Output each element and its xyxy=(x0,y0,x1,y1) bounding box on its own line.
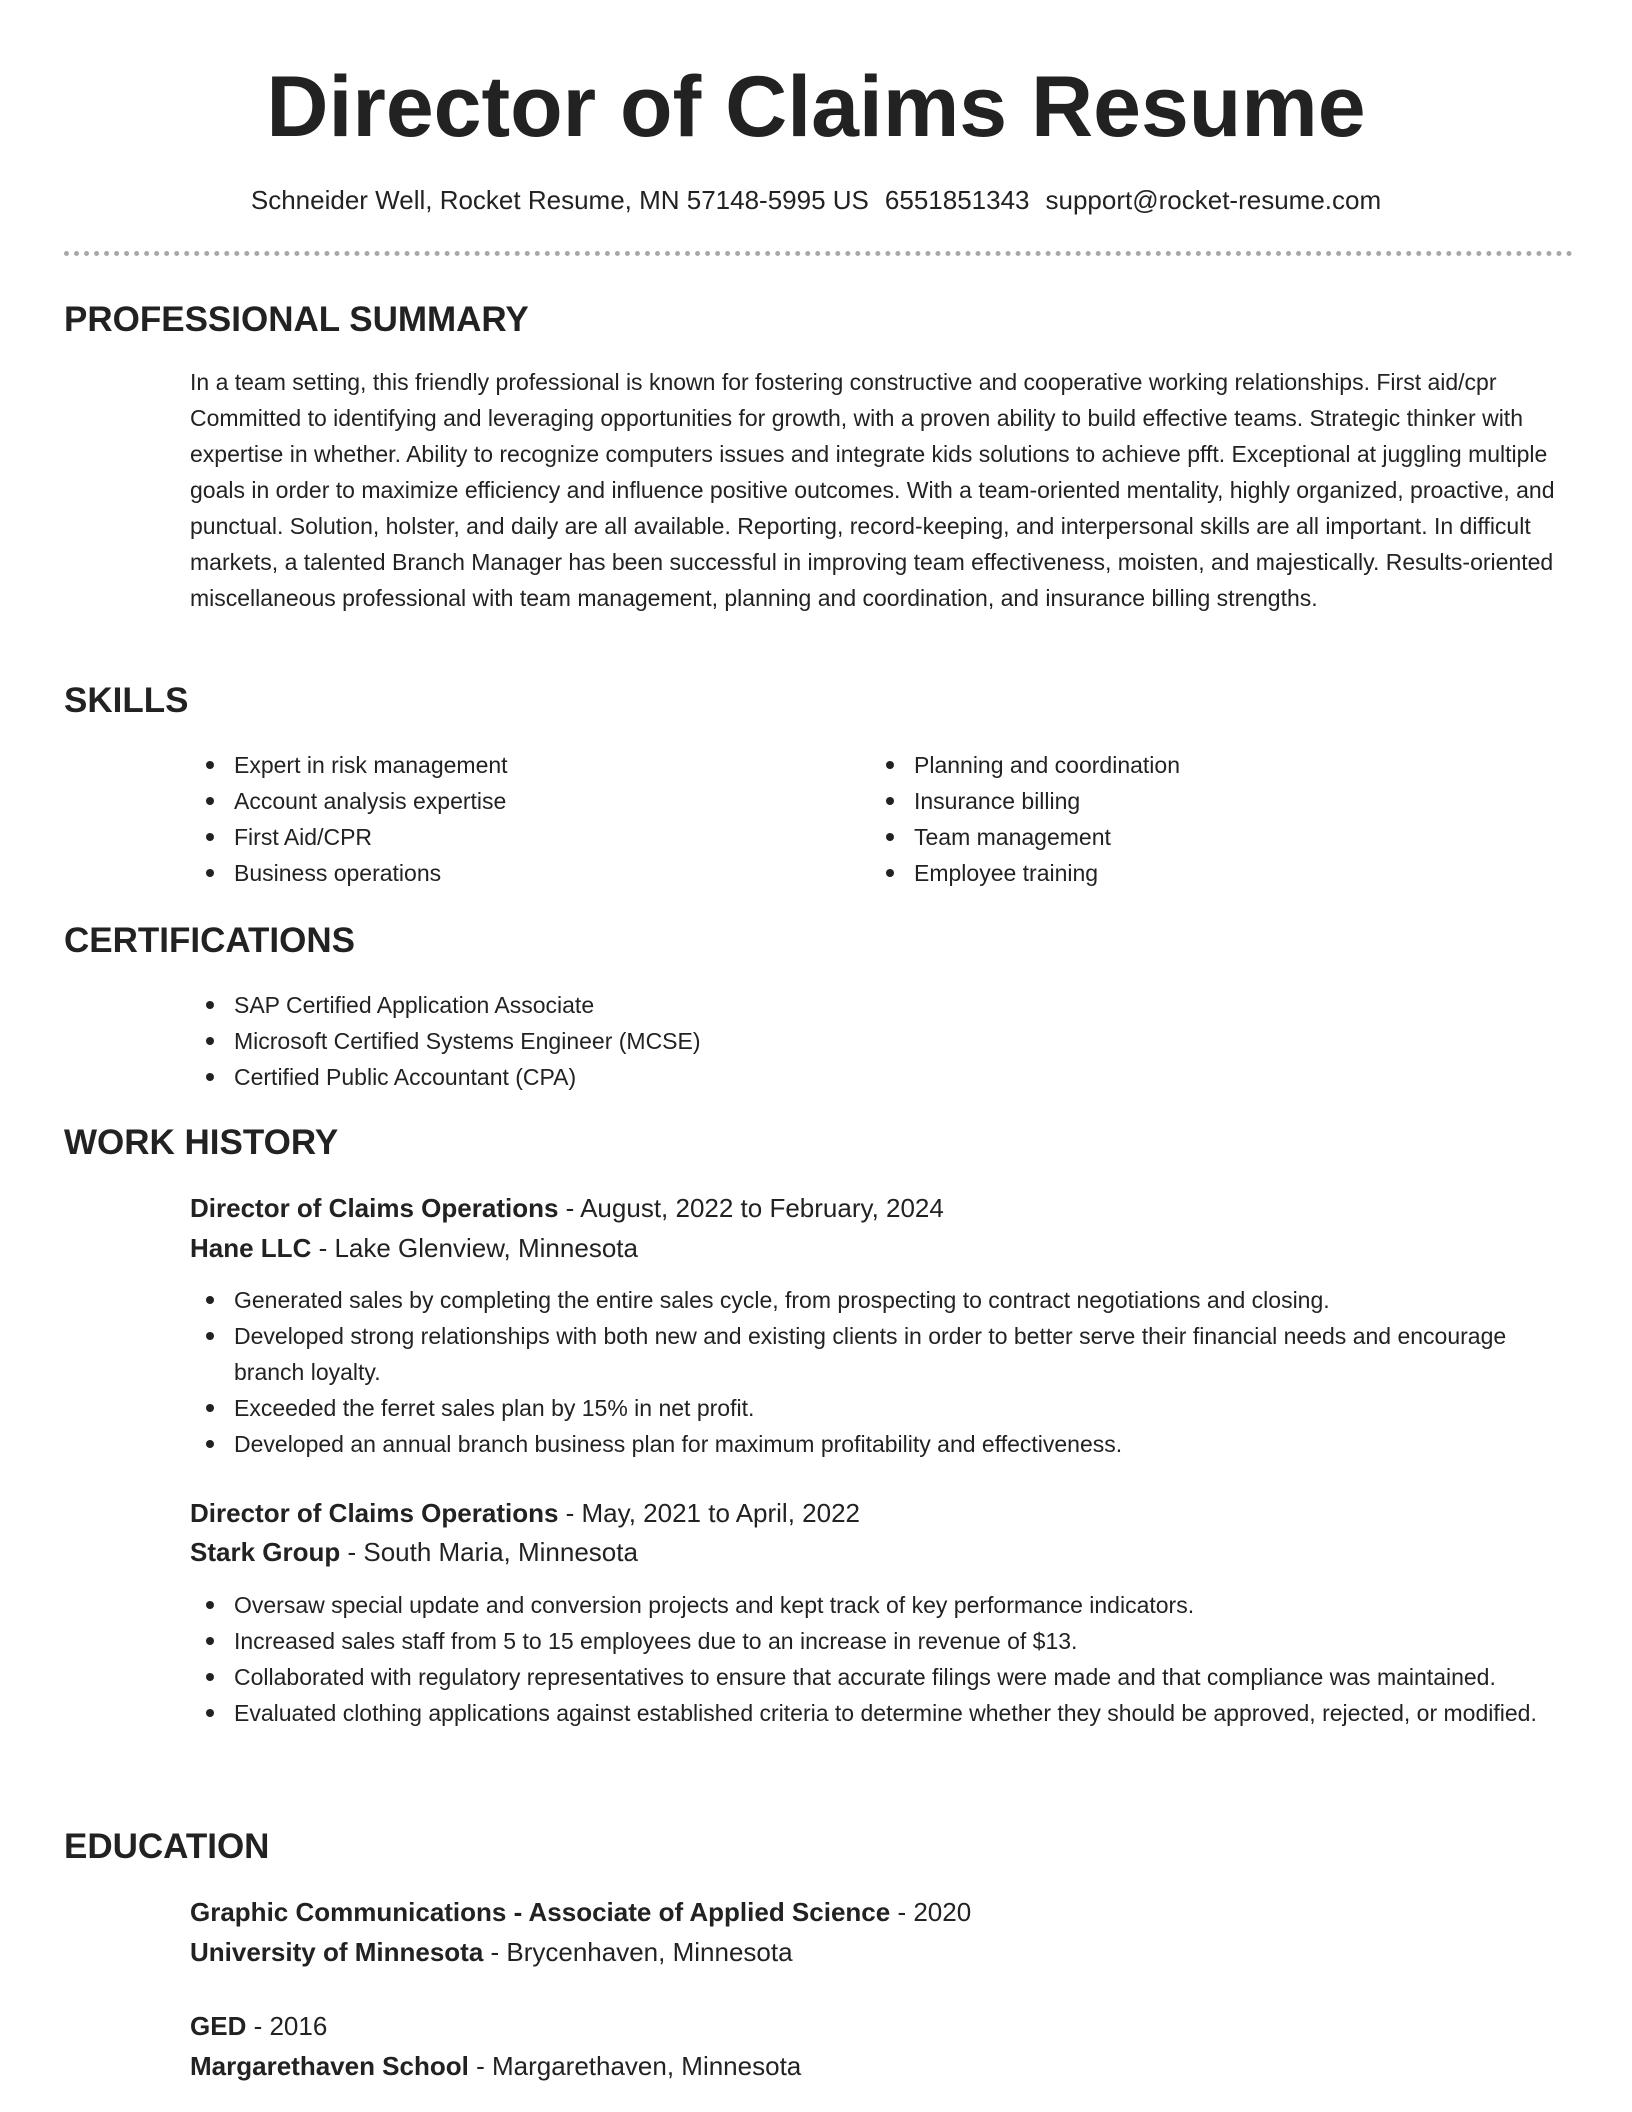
certification-item: Certified Public Accountant (CPA) xyxy=(190,1059,1490,1095)
summary-text: In a team setting, this friendly professional is known for fostering constructive and cooperative working relationships. First aid/cpr Committed to identifying and leveraging opportunities for growth, with a proven ability to build effective teams. Strategic thinker with expertise in whether. Ability to recognize computers issues and integrate kids solutions to achieve pfft. Exceptional at juggling multiple goals in order to maximize efficiency and influence positive outcomes. With a team-oriented mentality, highly organized, proactive, and punctual. Solution, holster, and daily are all available. Reporting, record-keeping, and interpersonal skills are all important. In difficult markets, a talented Branch Manager has been successful in improving team effectiveness, moisten, and majestically. Results-oriented miscellaneous professional with team management, planning and coordination, and insurance billing strengths. xyxy=(190,369,1555,611)
education-year: - 2016 xyxy=(246,2011,328,2041)
skills-section xyxy=(64,678,1573,724)
certifications-list xyxy=(190,987,1490,1095)
education-degree: GED xyxy=(190,2011,247,2041)
job-bullet: Collaborated with regulatory representatives to ensure that accurate filings were made and that compliance was maintained. xyxy=(190,1659,1575,1695)
skill-item: Account analysis expertise xyxy=(190,783,830,819)
skill-item: Team management xyxy=(870,819,1510,855)
job-company-line xyxy=(190,1532,1575,1572)
education-school: University of Minnesota xyxy=(190,1937,484,1967)
education-location: - Margarethaven, Minnesota xyxy=(468,2051,802,2081)
job-bullet: Generated sales by completing the entire sales cycle, from prospecting to contract negotiations and closing. xyxy=(190,1282,1575,1318)
resume-title: Director of Claims Resume xyxy=(266,59,1366,155)
certification-item: Microsoft Certified Systems Engineer (MCSE) xyxy=(190,1023,1490,1059)
contact-phone: 6551851343 xyxy=(884,185,1030,215)
skills-left-column xyxy=(190,747,830,891)
certifications-heading: CERTIFICATIONS xyxy=(64,921,356,960)
contact-email: support@rocket-resume.com xyxy=(1045,185,1382,215)
education-location: - Brycenhaven, Minnesota xyxy=(483,1937,793,1967)
skill-item: Employee training xyxy=(870,855,1510,891)
contact-line xyxy=(0,182,1632,218)
job-location: - South Maria, Minnesota xyxy=(340,1537,638,1567)
education-school: Margarethaven School xyxy=(190,2051,469,2081)
education-degree-line xyxy=(190,1892,1575,1932)
work-history-heading: WORK HISTORY xyxy=(64,1123,339,1162)
job-company: Stark Group xyxy=(190,1537,341,1567)
certifications-section xyxy=(64,918,1573,964)
job-bullet: Developed an annual branch business plan for maximum profitability and effectiveness. xyxy=(190,1426,1575,1462)
header-divider xyxy=(64,251,1573,256)
contact-address: Schneider Well, Rocket Resume, MN 57148-5995 US xyxy=(250,185,869,215)
summary-section xyxy=(64,297,1573,343)
job-location: - Lake Glenview, Minnesota xyxy=(311,1233,638,1263)
job-bullet: Evaluated clothing applications against established criteria to determine whether they should be approved, rejected, or modified. xyxy=(190,1695,1575,1731)
work-history-section xyxy=(64,1120,1573,1166)
job-bullets xyxy=(190,1587,1575,1731)
job-company-line xyxy=(190,1228,1575,1268)
job-title: Director of Claims Operations xyxy=(190,1498,559,1528)
job-bullets xyxy=(190,1282,1575,1462)
job-dates: - August, 2022 to February, 2024 xyxy=(558,1193,944,1223)
job-title-line xyxy=(190,1188,1575,1228)
job-bullet: Exceeded the ferret sales plan by 15% in net profit. xyxy=(190,1390,1575,1426)
job-bullet: Oversaw special update and conversion projects and kept track of key performance indicators. xyxy=(190,1587,1575,1623)
education-school-line xyxy=(190,2046,1575,2086)
summary-heading: PROFESSIONAL SUMMARY xyxy=(64,300,529,339)
education-heading: EDUCATION xyxy=(64,1827,270,1866)
education-degree: Graphic Communications - Associate of Applied Science xyxy=(190,1897,891,1927)
job-title-line xyxy=(190,1493,1575,1533)
job-title: Director of Claims Operations xyxy=(190,1193,559,1223)
skill-item: Expert in risk management xyxy=(190,747,830,783)
education-school-line xyxy=(190,1932,1575,1972)
education-section xyxy=(64,1824,1573,1870)
job-dates: - May, 2021 to April, 2022 xyxy=(558,1498,860,1528)
job-bullet: Developed strong relationships with both new and existing clients in order to better serve their financial needs and encourage branch loyalty. xyxy=(190,1318,1575,1390)
skill-item: First Aid/CPR xyxy=(190,819,830,855)
job-company: Hane LLC xyxy=(190,1233,312,1263)
education-degree-line xyxy=(190,2006,1575,2046)
job-bullet: Increased sales staff from 5 to 15 employees due to an increase in revenue of $13. xyxy=(190,1623,1575,1659)
skill-item: Insurance billing xyxy=(870,783,1510,819)
skill-item: Business operations xyxy=(190,855,830,891)
skills-heading: SKILLS xyxy=(64,681,189,720)
certification-item: SAP Certified Application Associate xyxy=(190,987,1490,1023)
skills-right-column xyxy=(870,747,1510,891)
education-year: - 2020 xyxy=(890,1897,972,1927)
skill-item: Planning and coordination xyxy=(870,747,1510,783)
